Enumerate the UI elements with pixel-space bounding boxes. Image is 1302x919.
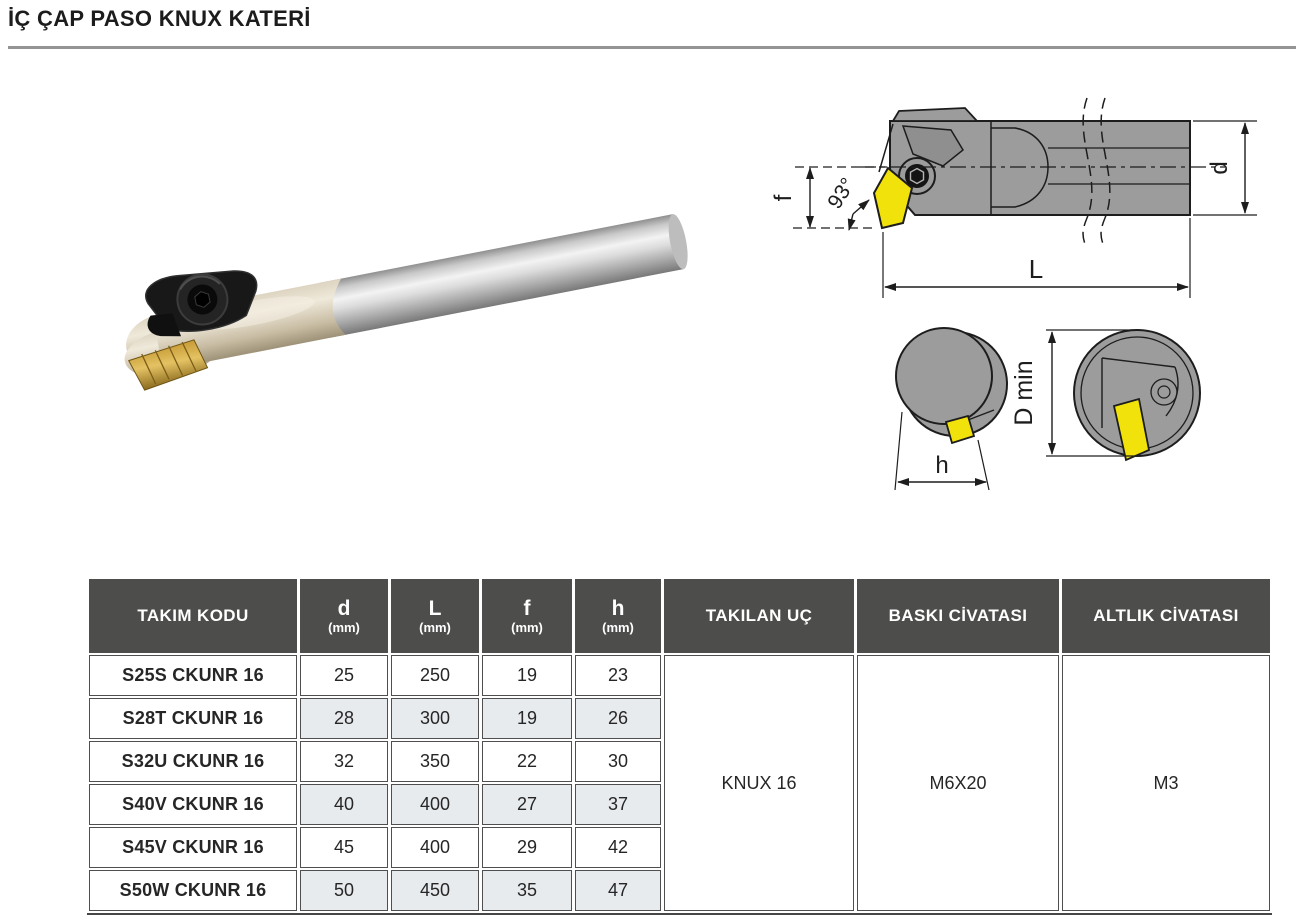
value-f: 29 bbox=[482, 827, 572, 868]
header-d-unit: (mm) bbox=[328, 619, 360, 635]
end-views-svg bbox=[850, 300, 1280, 510]
value-h: 37 bbox=[575, 784, 661, 825]
value-d: 40 bbox=[300, 784, 388, 825]
tool-code: S45V CKUNR 16 bbox=[89, 827, 297, 868]
value-h: 42 bbox=[575, 827, 661, 868]
dmin-label: D min bbox=[1010, 360, 1038, 426]
tool-code: S32U CKUNR 16 bbox=[89, 741, 297, 782]
value-d: 45 bbox=[300, 827, 388, 868]
header-l-unit: (mm) bbox=[419, 619, 451, 635]
header-h bbox=[575, 579, 661, 653]
header-h-unit: (mm) bbox=[602, 619, 634, 635]
clamp-top bbox=[893, 108, 977, 121]
side-view-drawing bbox=[765, 90, 1300, 310]
left-insert bbox=[946, 416, 974, 443]
header-baski-civatasi bbox=[857, 579, 1059, 653]
value-l: 350 bbox=[391, 741, 479, 782]
header-h-label: h bbox=[611, 596, 625, 620]
header-takim-kodu-label: TAKIM KODU bbox=[137, 606, 249, 625]
value-l: 450 bbox=[391, 870, 479, 911]
value-d: 25 bbox=[300, 655, 388, 696]
end-views-drawing bbox=[850, 300, 1280, 510]
header-row bbox=[89, 579, 1270, 653]
spec-table-wrap bbox=[86, 577, 1273, 915]
header-f-unit: (mm) bbox=[511, 619, 543, 635]
value-f: 22 bbox=[482, 741, 572, 782]
screw-hex bbox=[911, 169, 924, 184]
title-divider bbox=[8, 46, 1296, 49]
header-baski-civatasi-label: BASKI CİVATASI bbox=[888, 606, 1028, 625]
baski-civatasi-value: M6X20 bbox=[857, 655, 1059, 911]
value-h: 26 bbox=[575, 698, 661, 739]
value-l: 300 bbox=[391, 698, 479, 739]
table-bottom-border bbox=[87, 913, 1272, 915]
tool-code: S25S CKUNR 16 bbox=[89, 655, 297, 696]
value-f: 19 bbox=[482, 655, 572, 696]
header-takilan-uc bbox=[664, 579, 854, 653]
left-view-shank bbox=[896, 328, 992, 424]
value-l: 250 bbox=[391, 655, 479, 696]
altlik-civatasi-value: M3 bbox=[1062, 655, 1270, 911]
page-title: İÇ ÇAP PASO KNUX KATERİ bbox=[8, 6, 311, 31]
header-altlik-civatasi bbox=[1062, 579, 1270, 653]
spec-table bbox=[86, 577, 1273, 913]
header-f-label: f bbox=[523, 596, 531, 620]
product-photo bbox=[100, 183, 715, 398]
h-label: h bbox=[935, 452, 949, 479]
value-d: 28 bbox=[300, 698, 388, 739]
shank bbox=[319, 214, 683, 338]
tool-code: S50W CKUNR 16 bbox=[89, 870, 297, 911]
header-takilan-uc-label: TAKILAN UÇ bbox=[705, 606, 813, 625]
header-altlik-civatasi-label: ALTLIK CİVATASI bbox=[1093, 606, 1239, 625]
angle-leader-1 bbox=[853, 200, 869, 214]
table-row bbox=[89, 655, 1270, 696]
value-f: 35 bbox=[482, 870, 572, 911]
angle-label: 93° bbox=[823, 173, 860, 214]
d-label: d bbox=[1206, 161, 1233, 175]
value-h: 47 bbox=[575, 870, 661, 911]
value-f: 19 bbox=[482, 698, 572, 739]
tool-code: S28T CKUNR 16 bbox=[89, 698, 297, 739]
takilan-uc-value: KNUX 16 bbox=[664, 655, 854, 911]
value-l: 400 bbox=[391, 827, 479, 868]
f-label: f bbox=[770, 194, 797, 202]
value-d: 50 bbox=[300, 870, 388, 911]
header-takim-kodu bbox=[89, 579, 297, 653]
header-d-label: d bbox=[337, 596, 351, 620]
l-label: L bbox=[1028, 254, 1044, 284]
boring-bar-photo bbox=[100, 183, 715, 398]
value-f: 27 bbox=[482, 784, 572, 825]
value-h: 30 bbox=[575, 741, 661, 782]
value-d: 32 bbox=[300, 741, 388, 782]
header-l bbox=[391, 579, 479, 653]
value-l: 400 bbox=[391, 784, 479, 825]
value-h: 23 bbox=[575, 655, 661, 696]
header-f bbox=[482, 579, 572, 653]
header-d bbox=[300, 579, 388, 653]
side-view-svg bbox=[765, 90, 1300, 310]
h-ext-left bbox=[895, 412, 902, 490]
header-l-label: L bbox=[428, 596, 442, 620]
tool-code: S40V CKUNR 16 bbox=[89, 784, 297, 825]
